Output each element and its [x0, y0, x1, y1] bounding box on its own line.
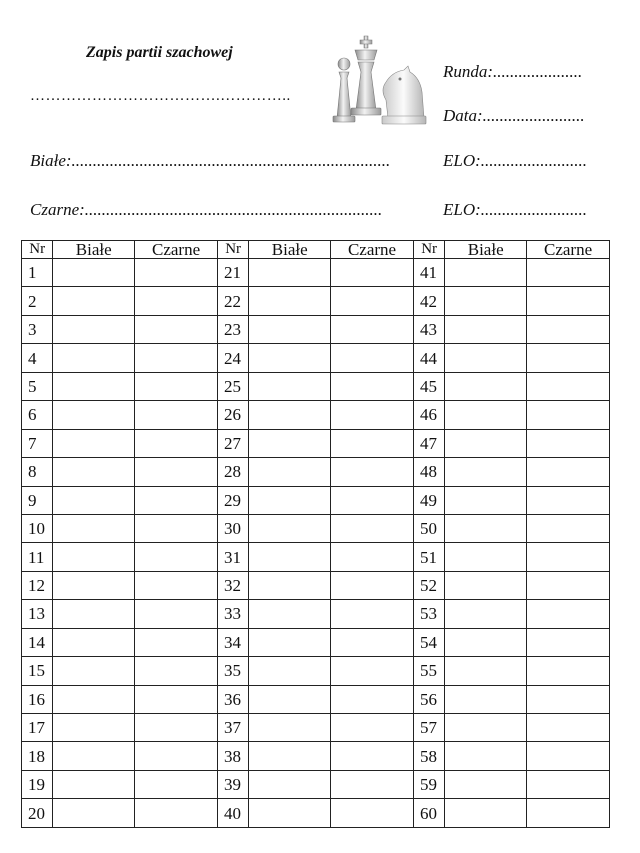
white-move-cell[interactable] — [53, 259, 135, 287]
move-number: 18 — [22, 742, 53, 770]
black-move-cell[interactable] — [135, 372, 218, 400]
table-header-row — [22, 241, 610, 259]
white-move-cell[interactable] — [445, 657, 527, 685]
white-move-cell[interactable] — [249, 571, 331, 599]
move-number: 50 — [413, 514, 444, 542]
white-move-cell[interactable] — [53, 742, 135, 770]
move-number: 7 — [22, 429, 53, 457]
black-move-cell[interactable] — [331, 770, 414, 798]
move-number: 35 — [217, 657, 248, 685]
move-number: 58 — [413, 742, 444, 770]
move-number: 17 — [22, 714, 53, 742]
black-move-cell[interactable] — [135, 458, 218, 486]
white-move-cell[interactable] — [249, 287, 331, 315]
event-name-line[interactable]: ……………………………….………….. — [30, 88, 291, 104]
table-row — [22, 685, 610, 713]
column-header-nr: Nr — [22, 241, 53, 259]
move-number: 40 — [217, 799, 248, 828]
white-move-cell[interactable] — [445, 344, 527, 372]
table-row — [22, 657, 610, 685]
black-move-cell[interactable] — [135, 259, 218, 287]
black-move-cell[interactable] — [135, 315, 218, 343]
date-field[interactable]: Data:........................ — [443, 106, 585, 125]
black-move-cell[interactable] — [135, 685, 218, 713]
white-move-cell[interactable] — [53, 458, 135, 486]
white-move-cell[interactable] — [445, 543, 527, 571]
move-number: 36 — [217, 685, 248, 713]
white-move-cell[interactable] — [249, 770, 331, 798]
black-move-cell[interactable] — [527, 486, 610, 514]
white-move-cell[interactable] — [249, 714, 331, 742]
column-header-white: Białe — [249, 241, 331, 259]
black-move-cell[interactable] — [527, 714, 610, 742]
white-move-cell[interactable] — [249, 685, 331, 713]
move-number: 51 — [413, 543, 444, 571]
move-number: 14 — [22, 628, 53, 656]
move-number: 46 — [413, 401, 444, 429]
move-number: 37 — [217, 714, 248, 742]
move-number: 12 — [22, 571, 53, 599]
move-number: 26 — [217, 401, 248, 429]
move-number: 48 — [413, 458, 444, 486]
black-move-cell[interactable] — [331, 685, 414, 713]
table-row — [22, 486, 610, 514]
black-move-cell[interactable] — [331, 714, 414, 742]
move-number: 39 — [217, 770, 248, 798]
black-move-cell[interactable] — [331, 259, 414, 287]
table-row — [22, 315, 610, 343]
move-number: 9 — [22, 486, 53, 514]
white-move-cell[interactable] — [445, 287, 527, 315]
white-move-cell[interactable] — [249, 514, 331, 542]
black-move-cell[interactable] — [527, 458, 610, 486]
black-move-cell[interactable] — [135, 543, 218, 571]
move-number: 29 — [217, 486, 248, 514]
white-move-cell[interactable] — [53, 514, 135, 542]
white-move-cell[interactable] — [53, 344, 135, 372]
black-move-cell[interactable] — [331, 344, 414, 372]
move-number: 49 — [413, 486, 444, 514]
column-header-black: Czarne — [331, 241, 414, 259]
move-number: 47 — [413, 429, 444, 457]
white-move-cell[interactable] — [249, 372, 331, 400]
column-header-nr: Nr — [413, 241, 444, 259]
black-move-cell[interactable] — [527, 429, 610, 457]
white-move-cell[interactable] — [445, 742, 527, 770]
column-header-black: Czarne — [135, 241, 218, 259]
white-move-cell[interactable] — [249, 799, 331, 828]
scoresheet-title: Zapis partii szachowej — [86, 44, 233, 61]
white-move-cell[interactable] — [445, 259, 527, 287]
black-move-cell[interactable] — [527, 315, 610, 343]
black-move-cell[interactable] — [331, 458, 414, 486]
white-move-cell[interactable] — [53, 401, 135, 429]
white-move-cell[interactable] — [53, 486, 135, 514]
black-move-cell[interactable] — [331, 657, 414, 685]
white-elo-field[interactable]: ELO:......................... — [443, 151, 588, 170]
table-row — [22, 259, 610, 287]
move-number: 57 — [413, 714, 444, 742]
white-move-cell[interactable] — [53, 543, 135, 571]
black-move-cell[interactable] — [331, 514, 414, 542]
white-move-cell[interactable] — [249, 458, 331, 486]
white-player-field[interactable]: Białe:........................................................................... — [30, 151, 391, 170]
column-header-nr: Nr — [217, 241, 248, 259]
black-move-cell[interactable] — [527, 600, 610, 628]
move-number: 19 — [22, 770, 53, 798]
black-move-cell[interactable] — [527, 571, 610, 599]
black-move-cell[interactable] — [331, 571, 414, 599]
move-number: 22 — [217, 287, 248, 315]
white-move-cell[interactable] — [53, 799, 135, 828]
black-move-cell[interactable] — [135, 571, 218, 599]
black-move-cell[interactable] — [331, 600, 414, 628]
move-number: 54 — [413, 628, 444, 656]
black-move-cell[interactable] — [527, 742, 610, 770]
move-number: 56 — [413, 685, 444, 713]
white-move-cell[interactable] — [53, 287, 135, 315]
table-row — [22, 401, 610, 429]
move-number: 34 — [217, 628, 248, 656]
move-number: 59 — [413, 770, 444, 798]
black-move-cell[interactable] — [527, 401, 610, 429]
black-move-cell[interactable] — [527, 657, 610, 685]
white-move-cell[interactable] — [445, 514, 527, 542]
move-number: 23 — [217, 315, 248, 343]
black-move-cell[interactable] — [135, 486, 218, 514]
move-number: 10 — [22, 514, 53, 542]
black-move-cell[interactable] — [135, 799, 218, 828]
black-move-cell[interactable] — [527, 344, 610, 372]
move-number: 31 — [217, 543, 248, 571]
table-row — [22, 287, 610, 315]
table-row — [22, 628, 610, 656]
move-number: 33 — [217, 600, 248, 628]
move-number: 4 — [22, 344, 53, 372]
white-move-cell[interactable] — [445, 628, 527, 656]
black-move-cell[interactable] — [527, 259, 610, 287]
black-move-cell[interactable] — [135, 514, 218, 542]
table-row — [22, 429, 610, 457]
move-number: 52 — [413, 571, 444, 599]
black-move-cell[interactable] — [527, 372, 610, 400]
black-move-cell[interactable] — [527, 514, 610, 542]
table-row — [22, 742, 610, 770]
move-number: 3 — [22, 315, 53, 343]
white-move-cell[interactable] — [249, 628, 331, 656]
white-move-cell[interactable] — [53, 628, 135, 656]
black-move-cell[interactable] — [331, 372, 414, 400]
white-move-cell[interactable] — [249, 344, 331, 372]
white-move-cell[interactable] — [53, 315, 135, 343]
table-row — [22, 543, 610, 571]
white-move-cell[interactable] — [53, 685, 135, 713]
move-number: 44 — [413, 344, 444, 372]
white-move-cell[interactable] — [445, 429, 527, 457]
black-move-cell[interactable] — [135, 714, 218, 742]
black-move-cell[interactable] — [331, 543, 414, 571]
white-move-cell[interactable] — [445, 401, 527, 429]
move-number: 42 — [413, 287, 444, 315]
white-move-cell[interactable] — [249, 401, 331, 429]
black-move-cell[interactable] — [331, 628, 414, 656]
black-elo-field[interactable]: ELO:......................... — [443, 200, 588, 219]
move-number: 53 — [413, 600, 444, 628]
move-number: 43 — [413, 315, 444, 343]
black-move-cell[interactable] — [135, 401, 218, 429]
black-move-cell[interactable] — [527, 628, 610, 656]
black-move-cell[interactable] — [331, 486, 414, 514]
move-number: 55 — [413, 657, 444, 685]
move-number: 6 — [22, 401, 53, 429]
black-move-cell[interactable] — [135, 287, 218, 315]
white-move-cell[interactable] — [445, 714, 527, 742]
column-header-black: Czarne — [527, 241, 610, 259]
move-number: 45 — [413, 372, 444, 400]
black-move-cell[interactable] — [331, 287, 414, 315]
black-player-field[interactable]: Czarne:...................................................................... — [30, 200, 383, 219]
chess-pieces-icon — [324, 32, 428, 126]
column-header-white: Białe — [445, 241, 527, 259]
move-number: 38 — [217, 742, 248, 770]
table-row — [22, 344, 610, 372]
table-row — [22, 600, 610, 628]
table-row — [22, 514, 610, 542]
move-number: 25 — [217, 372, 248, 400]
black-move-cell[interactable] — [135, 742, 218, 770]
move-number: 32 — [217, 571, 248, 599]
move-number: 15 — [22, 657, 53, 685]
move-number: 28 — [217, 458, 248, 486]
white-move-cell[interactable] — [249, 486, 331, 514]
white-move-cell[interactable] — [249, 742, 331, 770]
white-move-cell[interactable] — [53, 429, 135, 457]
white-move-cell[interactable] — [53, 372, 135, 400]
move-number: 16 — [22, 685, 53, 713]
white-move-cell[interactable] — [53, 571, 135, 599]
move-number: 2 — [22, 287, 53, 315]
white-move-cell[interactable] — [249, 259, 331, 287]
move-number: 21 — [217, 259, 248, 287]
table-row — [22, 714, 610, 742]
white-move-cell[interactable] — [445, 315, 527, 343]
white-move-cell[interactable] — [53, 770, 135, 798]
move-number: 30 — [217, 514, 248, 542]
black-move-cell[interactable] — [331, 742, 414, 770]
white-move-cell[interactable] — [249, 315, 331, 343]
black-move-cell[interactable] — [527, 287, 610, 315]
white-move-cell[interactable] — [53, 600, 135, 628]
white-move-cell[interactable] — [53, 714, 135, 742]
black-move-cell[interactable] — [527, 543, 610, 571]
move-number: 13 — [22, 600, 53, 628]
move-number: 60 — [413, 799, 444, 828]
black-move-cell[interactable] — [527, 685, 610, 713]
move-number: 20 — [22, 799, 53, 828]
white-move-cell[interactable] — [445, 600, 527, 628]
column-header-white: Białe — [53, 241, 135, 259]
black-move-cell[interactable] — [331, 799, 414, 828]
move-number: 41 — [413, 259, 444, 287]
black-move-cell[interactable] — [331, 401, 414, 429]
move-number: 5 — [22, 372, 53, 400]
black-move-cell[interactable] — [331, 429, 414, 457]
white-move-cell[interactable] — [445, 486, 527, 514]
white-move-cell[interactable] — [53, 657, 135, 685]
white-move-cell[interactable] — [249, 543, 331, 571]
black-move-cell[interactable] — [135, 657, 218, 685]
white-move-cell[interactable] — [445, 458, 527, 486]
round-field[interactable]: Runda:..................... — [443, 62, 583, 81]
white-move-cell[interactable] — [445, 372, 527, 400]
table-row — [22, 458, 610, 486]
table-row — [22, 372, 610, 400]
white-move-cell[interactable] — [445, 685, 527, 713]
white-move-cell[interactable] — [445, 571, 527, 599]
black-move-cell[interactable] — [135, 770, 218, 798]
table-row — [22, 770, 610, 798]
black-move-cell[interactable] — [135, 600, 218, 628]
move-number: 24 — [217, 344, 248, 372]
black-move-cell[interactable] — [135, 628, 218, 656]
white-move-cell[interactable] — [249, 429, 331, 457]
moves-table — [21, 240, 610, 828]
white-move-cell[interactable] — [445, 770, 527, 798]
black-move-cell[interactable] — [135, 429, 218, 457]
black-move-cell[interactable] — [135, 344, 218, 372]
black-move-cell[interactable] — [527, 770, 610, 798]
white-move-cell[interactable] — [249, 600, 331, 628]
black-move-cell[interactable] — [527, 799, 610, 828]
table-row — [22, 799, 610, 828]
move-number: 27 — [217, 429, 248, 457]
black-move-cell[interactable] — [331, 315, 414, 343]
move-number: 8 — [22, 458, 53, 486]
table-row — [22, 571, 610, 599]
white-move-cell[interactable] — [445, 799, 527, 828]
move-number: 11 — [22, 543, 53, 571]
move-number: 1 — [22, 259, 53, 287]
white-move-cell[interactable] — [249, 657, 331, 685]
